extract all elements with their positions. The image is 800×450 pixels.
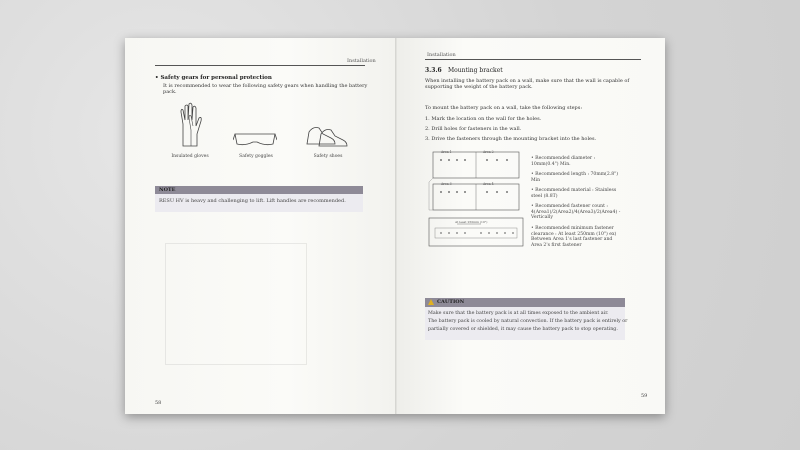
gloves-icon — [177, 102, 205, 148]
header-rule — [155, 65, 365, 66]
caution-box — [425, 298, 628, 340]
running-head: Installation — [347, 58, 376, 64]
caution-line-3: partially covered or shielded, it may cause the battery pack to stop operating. — [428, 327, 618, 332]
caution-title: CAUTION — [437, 299, 465, 305]
step-1: 1. Mark the location on the wall for the holes. — [425, 116, 542, 122]
diagram-area-3: Area 3 — [441, 182, 452, 186]
diagram-area-1: Area 1 — [441, 150, 452, 154]
right-page — [397, 38, 665, 414]
warning-icon — [428, 299, 434, 305]
left-page — [125, 38, 397, 414]
steps-intro: To mount the battery pack on a wall, take the following steps: — [425, 105, 582, 111]
caution-line-2: The battery pack is cooled by natural convection. If the battery pack is entirely or — [428, 319, 628, 324]
page-number: 58 — [155, 400, 162, 406]
step-2: 2. Drill holes for fasteners in the wall. — [425, 126, 522, 132]
intro-line-2: supporting the weight of the battery pack. — [425, 84, 533, 90]
goggles-icon — [233, 130, 277, 148]
spec-item: • Recommended minimum fastener clearance : At least 250mm (10") ex) Between Area 1's last fastener and Area 2's first fastener — [531, 226, 617, 248]
header-rule — [425, 59, 641, 60]
intro-line-1: When installing the battery pack on a wall, make sure that the wall is capable of — [425, 78, 630, 84]
bullet-icon: • — [155, 75, 159, 81]
intro-line-2: pack. — [163, 89, 177, 95]
show-through-ghost — [165, 243, 307, 365]
note-title: NOTE — [155, 186, 363, 194]
note-box — [155, 186, 363, 212]
running-head: Installation — [427, 52, 456, 58]
gear-label-shoes: Safety shoes — [313, 154, 343, 159]
mounting-bracket-diagram — [427, 148, 527, 258]
step-3: 3. Drive the fasteners through the mounting bracket into the holes. — [425, 136, 597, 142]
spec-item: • Recommended length : 70mm(2.8") Min — [531, 172, 619, 183]
diagram-area-4: Area 4 — [483, 182, 494, 186]
intro-line-1: It is recommended to wear the following safety gears when handling the battery — [163, 83, 368, 89]
spec-item: • Recommended fastener count : 4(Area1)/2(Area2)/4(Area3)/2(Area4) - Vertically — [531, 204, 621, 220]
gear-label-gloves: Insulated gloves — [171, 154, 209, 159]
note-body: RESU HV is heavy and challenging to lift. Lift handles are recommended. — [159, 198, 346, 204]
caution-header — [425, 298, 625, 307]
diagram-area-2: Area 2 — [483, 150, 494, 154]
diagram-clearance-label: At least 250mm (10") — [455, 220, 488, 224]
spec-item: • Recommended diameter : 10mm(0.4") Min. — [531, 156, 596, 167]
section-title: • Safety gears for personal protection — [155, 75, 272, 81]
open-manual — [125, 38, 665, 414]
spec-item: • Recommended material : Stainless steel (8.8T) — [531, 188, 617, 199]
shoes-icon — [305, 124, 349, 148]
page-number: 59 — [641, 393, 648, 399]
gear-label-goggles: Safety goggles — [239, 154, 273, 159]
caution-line-1: Make sure that the battery pack is at all times exposed to the ambient air. — [428, 311, 609, 316]
section-heading: 3.3.6 Mounting bracket — [425, 67, 503, 74]
